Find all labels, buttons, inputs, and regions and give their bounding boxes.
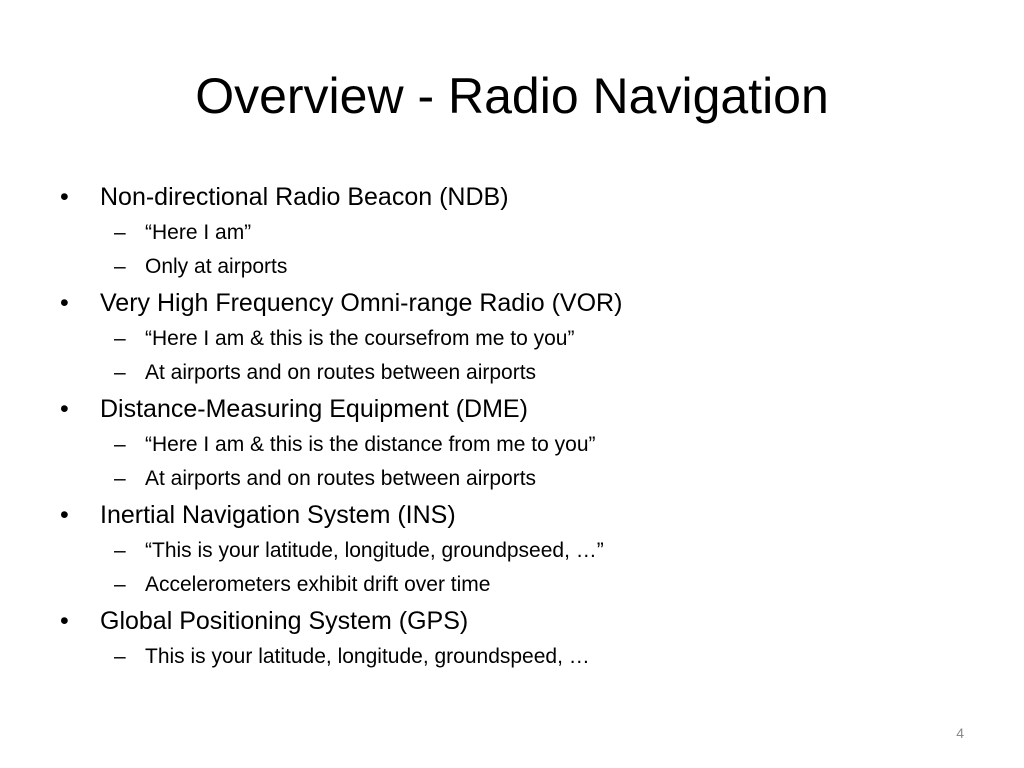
page-number: 4: [956, 725, 964, 741]
sub-bullet-item: [60, 462, 960, 496]
sub-bullet-text: Accelerometers exhibit drift over time: [145, 573, 491, 596]
bullet-marker: •: [60, 501, 69, 529]
dash-marker: –: [114, 255, 126, 278]
bullet-text: Distance-Measuring Equipment (DME): [100, 395, 528, 423]
bullet-row: [60, 284, 960, 322]
dash-marker: –: [114, 433, 126, 456]
sub-bullet-list: [60, 640, 960, 674]
sub-bullet-item: [60, 534, 960, 568]
bullet-item: [60, 390, 960, 496]
sub-bullet-list: [60, 534, 960, 602]
bullet-item: [60, 602, 960, 674]
sub-bullet-text: “Here I am & this is the coursefrom me to you”: [145, 327, 575, 350]
bullet-marker: •: [60, 183, 69, 211]
sub-bullet-list: [60, 428, 960, 496]
bullet-row: [60, 602, 960, 640]
sub-bullet-list: [60, 322, 960, 390]
sub-bullet-text: At airports and on routes between airports: [145, 361, 537, 384]
slide-title: Overview - Radio Navigation: [195, 68, 829, 124]
sub-bullet-text: At airports and on routes between airports: [145, 467, 537, 490]
dash-marker: –: [114, 645, 126, 668]
dash-marker: –: [114, 573, 126, 596]
sub-bullet-item: [60, 428, 960, 462]
bullet-text: Very High Frequency Omni-range Radio (VOR): [100, 289, 623, 317]
sub-bullet-text: “This is your latitude, longitude, groundpseed, …”: [145, 539, 604, 562]
bullet-marker: •: [60, 607, 69, 635]
dash-marker: –: [114, 539, 126, 562]
sub-bullet-item: [60, 250, 960, 284]
bullet-row: [60, 178, 960, 216]
bullet-row: [60, 390, 960, 428]
dash-marker: –: [114, 221, 126, 244]
bullet-row: [60, 496, 960, 534]
sub-bullet-list: [60, 216, 960, 284]
dash-marker: –: [114, 467, 126, 490]
bullet-item: [60, 496, 960, 602]
dash-marker: –: [114, 361, 126, 384]
sub-bullet-item: [60, 568, 960, 602]
bullet-marker: •: [60, 289, 69, 317]
sub-bullet-text: “Here I am & this is the distance from me to you”: [145, 433, 596, 456]
bullet-item: [60, 178, 960, 284]
sub-bullet-item: [60, 356, 960, 390]
bullet-item: [60, 284, 960, 390]
sub-bullet-item: [60, 216, 960, 250]
bullet-text: Global Positioning System (GPS): [100, 607, 469, 635]
bullet-marker: •: [60, 395, 69, 423]
sub-bullet-text: This is your latitude, longitude, groundspeed, …: [145, 645, 590, 668]
sub-bullet-text: “Here I am”: [145, 221, 252, 244]
bullet-list: [60, 178, 960, 674]
sub-bullet-item: [60, 322, 960, 356]
dash-marker: –: [114, 327, 126, 350]
sub-bullet-item: [60, 640, 960, 674]
sub-bullet-text: Only at airports: [145, 255, 288, 278]
bullet-text: Inertial Navigation System (INS): [100, 501, 456, 529]
bullet-text: Non-directional Radio Beacon (NDB): [100, 183, 509, 211]
